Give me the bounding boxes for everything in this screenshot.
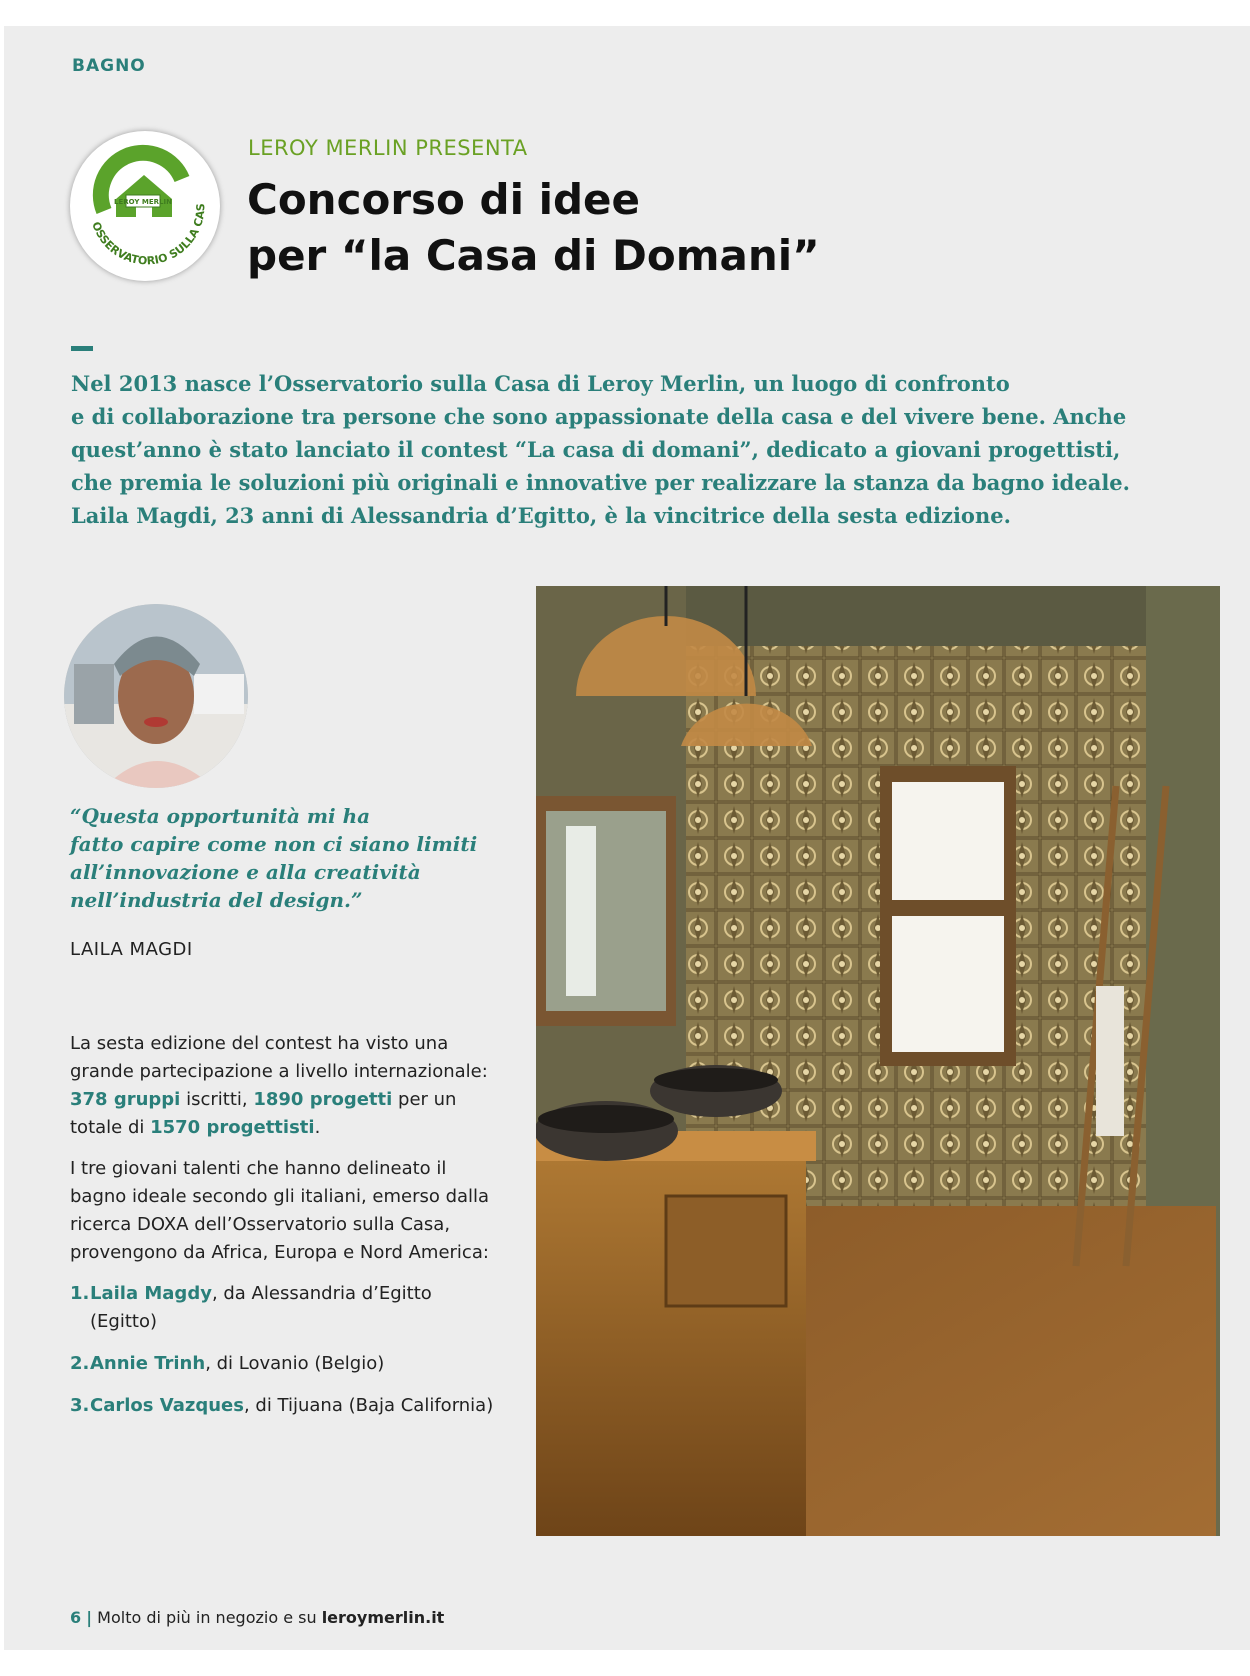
intro-line: quest’anno è stato lanciato il contest “La casa di domani”, dedicato a giovani progettisti, — [71, 437, 1121, 462]
section-tag: BAGNO — [72, 56, 146, 76]
quote-line: “Questa opportunità mi ha — [70, 804, 371, 828]
footer-text: Molto di più in negozio e su — [97, 1608, 322, 1627]
magazine-page — [4, 26, 1250, 1650]
body-text — [70, 1030, 500, 1434]
winner-name: Laila Magdy — [90, 1283, 212, 1304]
page-number: 6 — [70, 1608, 82, 1627]
page-footer — [70, 1608, 444, 1627]
accent-dash — [71, 346, 93, 351]
text-run: . — [314, 1117, 321, 1138]
winner-name: Carlos Vazques — [90, 1395, 244, 1416]
stat-designers: 1570 progettisti — [150, 1117, 315, 1138]
title-line-1: Concorso di idee — [247, 175, 641, 224]
quote-line: nell’industria del design.” — [70, 888, 363, 912]
talents-paragraph: I tre giovani talenti che hanno delineato il bagno ideale secondo gli italiani, emerso dalla ricerca DOXA dell’Osservatorio sulla Casa, provengono da Africa, Europa e Nord America: — [70, 1158, 490, 1263]
winners-list — [70, 1280, 500, 1420]
pull-quote — [70, 802, 490, 914]
bathroom-render-image — [536, 586, 1220, 1536]
quote-author: LAILA MAGDI — [70, 939, 193, 960]
quote-line: fatto capire come non ci siano limiti — [70, 832, 478, 856]
title-line-2: per “la Casa di Domani” — [247, 231, 820, 280]
stat-projects: 1890 progetti — [253, 1089, 393, 1110]
list-item — [70, 1280, 500, 1336]
logo-ring-text: OSSERVATORIO SULLA CAS — [89, 203, 208, 268]
list-number: 3. — [70, 1395, 90, 1416]
stat-groups: 378 gruppi — [70, 1089, 181, 1110]
winner-origin: , di Lovanio (Belgio) — [205, 1353, 385, 1374]
participation-paragraph — [70, 1030, 500, 1142]
quote-line: all’innovazione e alla creatività — [70, 860, 421, 884]
intro-line: Laila Magdi, 23 anni di Alessandria d’Egitto, è la vincitrice della sesta edizione. — [71, 503, 1011, 528]
text-run: per un totale di — [70, 1089, 457, 1138]
intro-line: che premia le soluzioni più originali e innovative per realizzare la stanza da bagno ideale. — [71, 470, 1130, 495]
logo-brand-text: LEROY MERLIN — [114, 198, 172, 206]
footer-separator: | — [86, 1608, 93, 1627]
winner-origin: , di Tijuana (Baja California) — [243, 1395, 494, 1416]
list-number: 1. — [70, 1283, 90, 1304]
article-kicker: LEROY MERLIN PRESENTA — [248, 136, 528, 160]
footer-site-link[interactable]: leroymerlin.it — [321, 1608, 445, 1627]
text-run: La sesta edizione del contest ha visto una grande partecipazione a livello internazionale: — [70, 1033, 488, 1082]
text-run: iscritti, — [180, 1089, 254, 1110]
intro-paragraph — [71, 367, 1161, 532]
list-item — [70, 1350, 500, 1378]
list-number: 2. — [70, 1353, 90, 1374]
intro-line: e di collaborazione tra persone che sono appassionate della casa e del vivere bene. Anche — [71, 404, 1127, 429]
portrait-laila-magdi — [64, 604, 248, 788]
page-title — [247, 172, 820, 284]
osservatorio-logo — [70, 131, 220, 281]
list-item — [70, 1392, 500, 1420]
winner-name: Annie Trinh — [90, 1353, 206, 1374]
winner-origin: , da Alessandria d’Egitto (Egitto) — [90, 1283, 432, 1332]
intro-line: Nel 2013 nasce l’Osservatorio sulla Casa di Leroy Merlin, un luogo di confronto — [71, 371, 1010, 396]
